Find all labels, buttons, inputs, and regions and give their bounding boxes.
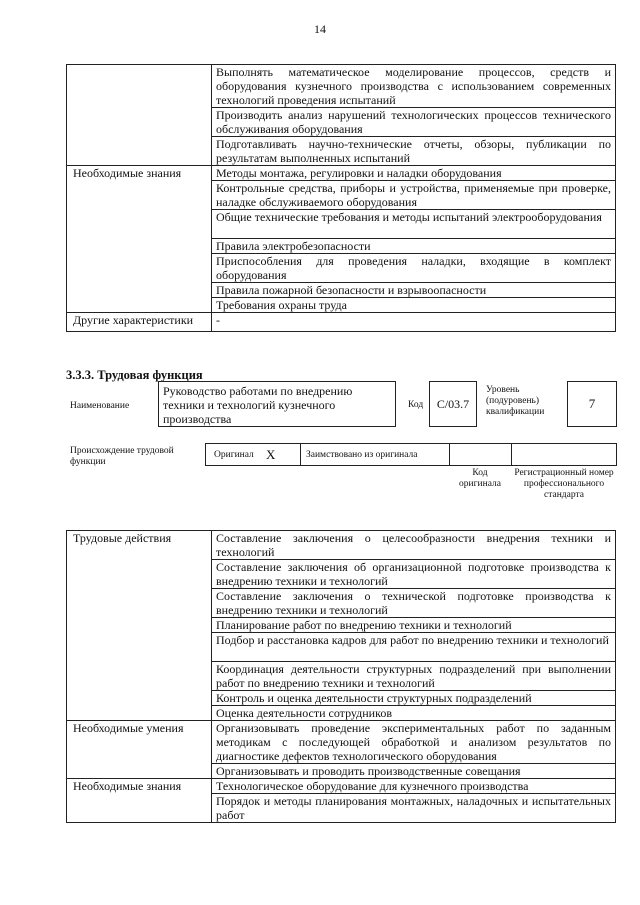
reg-number-caption: Регистрационный номер профессионального стандарта xyxy=(514,468,614,500)
table-cell: Организовывать проведение экспериментальных работ по заданным методикам с последующей обработкой и анализом результатов по диагностике дефектов технологического оборудования xyxy=(212,721,616,764)
table-cell: Общие технические требования и методы испытаний электрооборудования xyxy=(212,210,616,239)
table-cell: Приспособления для проведения наладки, входящие в комплект оборудования xyxy=(212,254,616,283)
table-cell: Требования охраны труда xyxy=(212,298,616,313)
level-label: Уровень (подуровень) квалификации xyxy=(486,385,545,417)
section-heading: 3.3.3. Трудовая функция xyxy=(66,368,203,382)
table-cell: Планирование работ по внедрению техники и технологий xyxy=(212,618,616,633)
page-number: 14 xyxy=(314,22,326,36)
table-row xyxy=(67,313,616,332)
table-cell: Производить анализ нарушений технологических процессов технического обслуживания оборудования xyxy=(212,108,616,137)
origin-row xyxy=(205,443,617,466)
borrowed-label: Заимствовано из оригинала xyxy=(306,450,418,460)
table-cell: Оценка деятельности сотрудников xyxy=(212,706,616,721)
table-row xyxy=(67,779,616,794)
row-label: Необходимые умения xyxy=(67,721,212,779)
table-row xyxy=(67,166,616,181)
row-label xyxy=(67,65,212,166)
table-cell: Контроль и оценка деятельности структурных подразделений xyxy=(212,691,616,706)
origin-label: Происхождение трудовой функции xyxy=(70,446,174,467)
orig-code-caption: Код оригинала xyxy=(459,468,501,489)
table-cell: Подготавливать научно-технические отчеты, обзоры, публикации по результатам выполненных испытаний xyxy=(212,137,616,166)
table-cell: Правила пожарной безопасности и взрывоопасности xyxy=(212,283,616,298)
table-cell: Методы монтажа, регулировки и наладки оборудования xyxy=(212,166,616,181)
row-label: Трудовые действия xyxy=(67,531,212,721)
table-cell: Координация деятельности структурных подразделений при выполнении работ по внедрению техники и технологий xyxy=(212,662,616,691)
bottom-requirements-table xyxy=(66,530,616,823)
table-row xyxy=(67,65,616,108)
row-label: Необходимые знания xyxy=(67,166,212,313)
table-cell: - xyxy=(212,313,616,332)
row-label: Другие характеристики xyxy=(67,313,212,332)
function-name-box: Руководство работами по внедрению техники и технологий кузнечного производства xyxy=(158,381,396,427)
top-requirements-table xyxy=(66,64,616,332)
original-label: Оригинал xyxy=(214,450,254,460)
original-mark: X xyxy=(266,447,276,462)
origin-divider xyxy=(449,444,450,465)
name-label: Наименование xyxy=(70,401,130,411)
table-cell: Выполнять математическое моделирование процессов, средств и оборудования кузнечного производства с использованием современных технологий проведения испытаний xyxy=(212,65,616,108)
table-cell: Технологическое оборудование для кузнечного производства xyxy=(212,779,616,794)
origin-divider xyxy=(511,444,512,465)
table-cell: Составление заключения об организационной подготовке производства к внедрению техники и технологий xyxy=(212,560,616,589)
table-cell: Контрольные средства, приборы и устройства, применяемые при проверке, наладке обслуживаемого оборудования xyxy=(212,181,616,210)
table-cell: Правила электробезопасности xyxy=(212,239,616,254)
table-cell: Организовывать и проводить производственные совещания xyxy=(212,764,616,779)
table-cell: Порядок и методы планирования монтажных, наладочных и испытательных работ xyxy=(212,794,616,823)
table-row xyxy=(67,721,616,764)
table-cell: Составление заключения о технической подготовке производства к внедрению техники и технологий xyxy=(212,589,616,618)
table-cell: Составление заключения о целесообразности внедрения техники и технологий xyxy=(212,531,616,560)
level-value-box: 7 xyxy=(567,381,617,427)
table-cell: Подбор и расстановка кадров для работ по внедрению техники и технологий xyxy=(212,633,616,662)
origin-divider xyxy=(300,444,301,465)
table-row xyxy=(67,531,616,560)
code-label: Код xyxy=(408,400,424,410)
code-value-box: C/03.7 xyxy=(429,381,477,427)
row-label: Необходимые знания xyxy=(67,779,212,823)
